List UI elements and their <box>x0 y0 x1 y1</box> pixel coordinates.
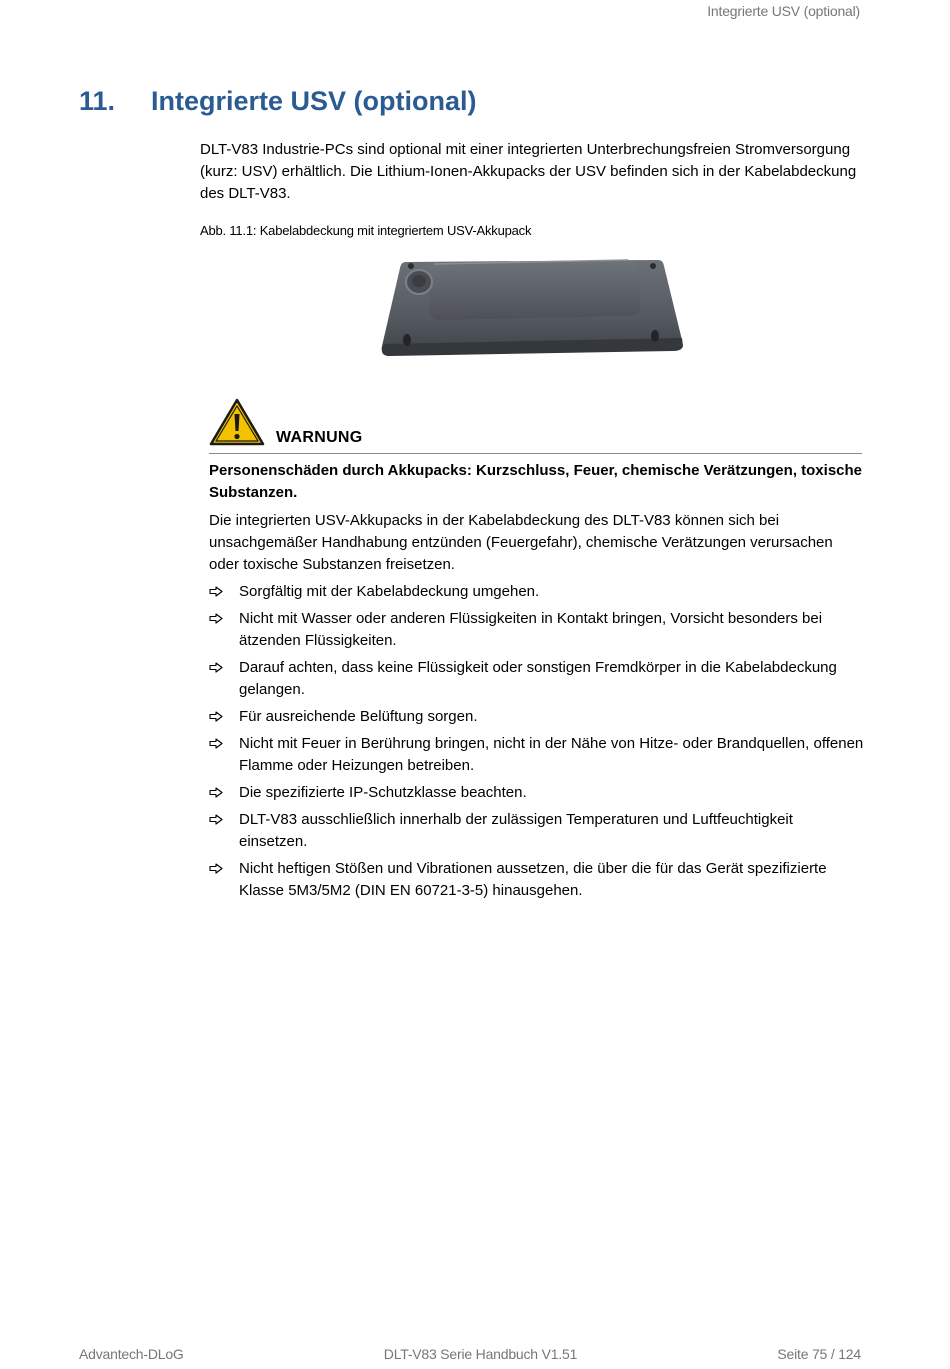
list-item <box>209 809 864 853</box>
list-item-text: Nicht mit Feuer in Berührung bringen, nicht in der Nähe von Hitze- oder Brandquellen, offenen Flamme oder Heizungen betreiben. <box>239 735 864 774</box>
figure-caption: Abb. 11.1: Kabelabdeckung mit integriertem USV-Akkupack <box>200 223 532 238</box>
warning-title: WARNUNG <box>276 429 363 446</box>
list-item <box>209 608 864 652</box>
list-item-text: Sorgfältig mit der Kabelabdeckung umgehen. <box>239 583 540 600</box>
intro-paragraph: DLT-V83 Industrie-PCs sind optional mit einer integrierten Unterbrechungsfreien Stromversorgung (kurz: USV) erhältlich. Die Lithium-Ionen-Akkupacks der USV befinden sich in der Kabelabdeckung des DLT-V83. <box>200 141 857 202</box>
arrow-icon <box>209 711 223 722</box>
arrow-icon <box>209 613 223 624</box>
list-item-text: Nicht mit Wasser oder anderen Flüssigkeiten in Kontakt bringen, Vorsicht besonders bei ätzenden Flüssigkeiten. <box>239 610 823 649</box>
arrow-icon <box>209 662 223 673</box>
list-item <box>209 581 864 603</box>
chapter-number: 11. <box>79 86 116 116</box>
footer-manual-title: DLT-V83 Serie Handbuch V1.51 <box>383 1346 578 1362</box>
warning-subtitle: Personenschäden durch Akkupacks: Kurzschluss, Feuer, chemische Verätzungen, toxische Substanzen. <box>209 462 863 501</box>
list-item <box>209 706 864 728</box>
list-item-text: Für ausreichende Belüftung sorgen. <box>239 708 478 725</box>
arrow-icon <box>209 586 223 597</box>
list-item-text: DLT-V83 ausschließlich innerhalb der zulässigen Temperaturen und Luftfeuchtigkeit einsetzen. <box>239 811 793 850</box>
running-header: Integrierte USV (optional) <box>707 3 860 19</box>
warning-triangle-icon <box>209 398 265 446</box>
list-item-text: Nicht heftigen Stößen und Vibrationen aussetzen, die über die für das Gerät spezifizierte Klasse 5M3/5M2 (DIN EN 60721-3-5) hinausgehen. <box>239 860 827 899</box>
list-item <box>209 657 864 701</box>
list-item-text: Darauf achten, dass keine Flüssigkeit oder sonstigen Fremdkörper in die Kabelabdeckung gelangen. <box>239 659 837 698</box>
footer-company: Advantech-DLoG <box>79 1346 184 1362</box>
footer-page-number: Seite 75 / 124 <box>777 1346 861 1362</box>
list-item <box>209 858 864 902</box>
arrow-icon <box>209 787 223 798</box>
chapter-title: Integrierte USV (optional) <box>151 86 477 116</box>
arrow-icon <box>209 738 223 749</box>
cable-cover-image <box>378 250 686 360</box>
warning-body <box>209 460 864 907</box>
arrow-icon <box>209 863 223 874</box>
chapter-heading <box>79 86 477 117</box>
warning-header <box>209 398 862 454</box>
list-item-text: Die spezifizierte IP-Schutzklasse beachten. <box>239 784 527 801</box>
warning-list <box>209 581 864 902</box>
arrow-icon <box>209 814 223 825</box>
warning-text: Die integrierten USV-Akkupacks in der Kabelabdeckung des DLT-V83 können sich bei unsachgemäßer Handhabung entzünden (Feuergefahr), chemische Verätzungen verursachen oder toxische Substanzen freisetzen. <box>209 512 833 573</box>
page-footer <box>79 1346 861 1362</box>
list-item <box>209 782 864 804</box>
list-item <box>209 733 864 777</box>
